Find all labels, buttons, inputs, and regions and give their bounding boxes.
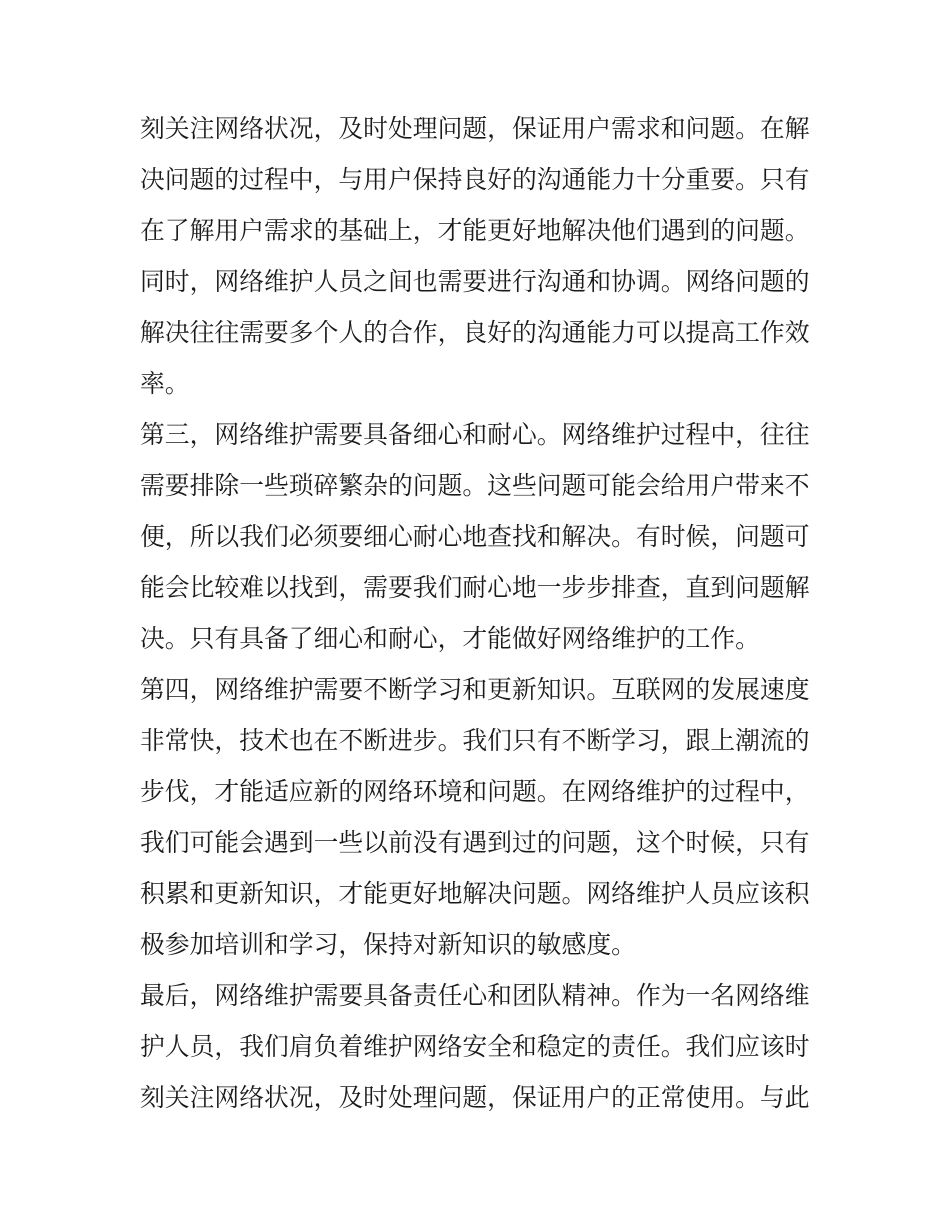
document-page: [140, 103, 820, 1123]
text-line: 刻关注网络状况，及时处理问题，保证用户需求和问题。在解: [140, 114, 810, 143]
text-line: 决问题的过程中，与用户保持良好的沟通能力十分重要。只有: [140, 165, 810, 194]
text-line: 极参加培训和学习，保持对新知识的敏感度。: [140, 930, 636, 959]
text-line: 决。只有具备了细心和耐心，才能做好网络维护的工作。: [140, 624, 760, 653]
text-line: 步伐，才能适应新的网络环境和问题。在网络维护的过程中，: [140, 777, 810, 806]
text-line: 最后，网络维护需要具备责任心和团队精神。作为一名网络维: [140, 981, 810, 1010]
text-line: 在了解用户需求的基础上，才能更好地解决他们遇到的问题。: [140, 216, 810, 245]
text-line: 非常快，技术也在不断进步。我们只有不断学习，跟上潮流的: [140, 726, 810, 755]
text-line: 刻关注网络状况，及时处理问题，保证用户的正常使用。与此: [140, 1083, 810, 1112]
text-line: 便，所以我们必须要细心耐心地查找和解决。有时候，问题可: [140, 522, 810, 551]
text-line: 需要排除一些琐碎繁杂的问题。这些问题可能会给用户带来不: [140, 471, 810, 500]
text-line: 护人员，我们肩负着维护网络安全和稳定的责任。我们应该时: [140, 1032, 810, 1061]
text-line: 解决往往需要多个人的合作，良好的沟通能力可以提高工作效: [140, 318, 810, 347]
text-line: 同时，网络维护人员之间也需要进行沟通和协调。网络问题的: [140, 267, 810, 296]
text-line: 能会比较难以找到，需要我们耐心地一步步排查，直到问题解: [140, 573, 810, 602]
text-line: 我们可能会遇到一些以前没有遇到过的问题，这个时候，只有: [140, 828, 810, 857]
text-line: 积累和更新知识，才能更好地解决问题。网络维护人员应该积: [140, 879, 810, 908]
text-line: 第四，网络维护需要不断学习和更新知识。互联网的发展速度: [140, 675, 810, 704]
text-line: 第三，网络维护需要具备细心和耐心。网络维护过程中，往往: [140, 420, 810, 449]
text-line: 率。: [140, 369, 190, 398]
